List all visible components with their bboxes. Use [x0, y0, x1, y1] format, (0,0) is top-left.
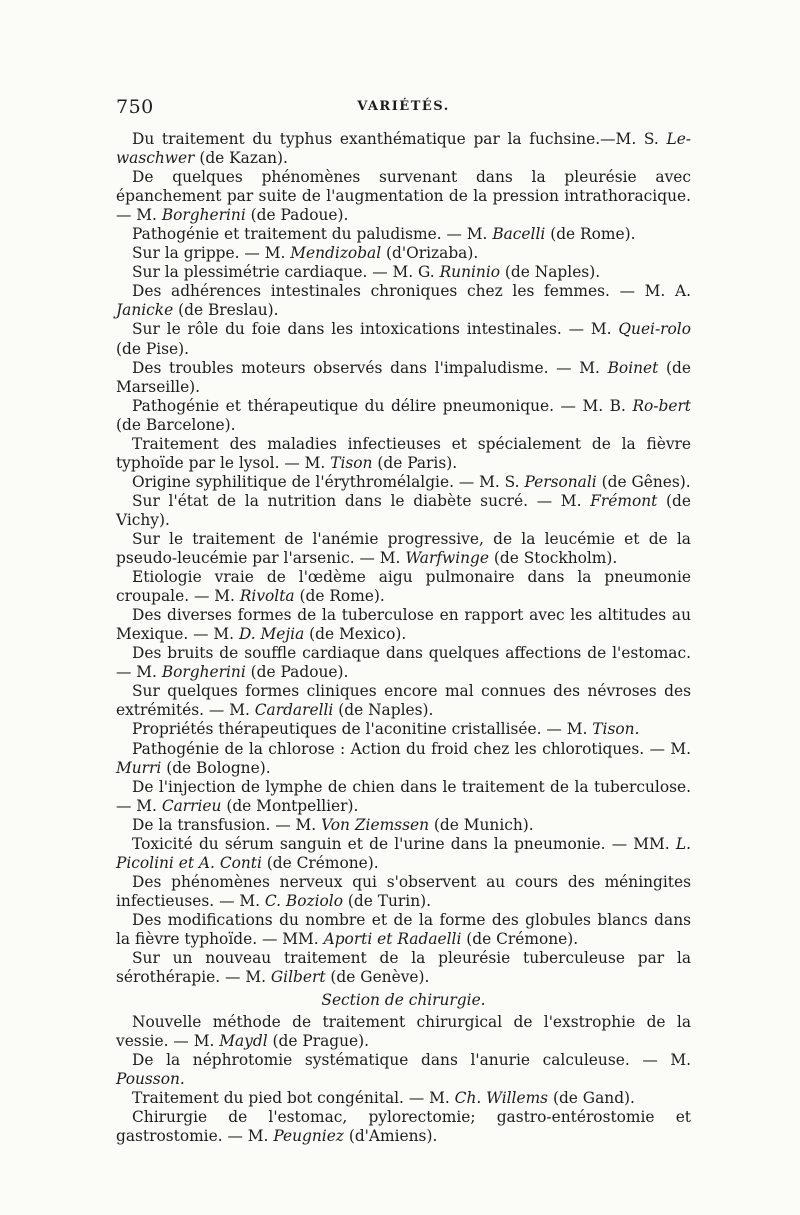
entry-text: De la néphrotomie systématique dans l'anurie calculeuse. — M.	[132, 1051, 691, 1070]
entry	[116, 168, 691, 225]
entry-tail: (de Kazan).	[194, 149, 288, 168]
author-name: Gilbert	[270, 968, 326, 987]
entry-text: Sur l'état de la nutrition dans le diabète sucré. — M.	[132, 491, 591, 510]
author-name: Cardarelli	[254, 701, 334, 720]
author-name: D. Mejia	[238, 625, 305, 644]
entry-text: Des troubles moteurs observés dans l'impaludisme. — M.	[132, 358, 608, 377]
author-name: Janicke	[116, 301, 174, 320]
entry-text: Des adhérences intestinales chroniques chez les femmes. — M. A.	[132, 282, 691, 301]
entry-text: Sur un nouveau traitement de la pleurésie tuberculeuse par la sérothérapie. — M.	[116, 949, 691, 987]
author-name: Carrieu	[161, 796, 222, 815]
entry	[116, 530, 691, 568]
entry-tail: (de Munich).	[429, 815, 534, 834]
author-name: L. Picolini et A. Conti	[116, 834, 691, 872]
page-body	[116, 130, 691, 1146]
entry-tail: (de Padoue).	[245, 206, 349, 225]
entry	[116, 682, 691, 720]
entry	[116, 397, 691, 435]
entry-tail: (de Rome).	[294, 587, 385, 606]
running-head: VARIÉTÉS.	[357, 99, 450, 114]
entry-tail: (de Mexico).	[304, 625, 407, 644]
entry-text: Pathogénie et traitement du paludisme. — M.	[132, 225, 493, 244]
entry	[116, 873, 691, 911]
entry-text: De l'injection de lymphe de chien dans le traitement de la tuberculose. — M.	[116, 777, 691, 815]
entry	[116, 1089, 691, 1108]
author-name: Le-waschwer	[116, 130, 691, 168]
author-name: Tison.	[592, 720, 640, 739]
entry-text: Chirurgie de l'estomac, pylorectomie; gastro-entérostomie et gastrostomie. — M.	[116, 1108, 691, 1146]
entry-text: Toxicité du sérum sanguin et de l'urine dans la pneumonie. — MM.	[132, 834, 676, 853]
entry	[116, 263, 691, 282]
author-name: Peugniez	[273, 1127, 344, 1146]
entry	[116, 435, 691, 473]
author-name: Personali	[524, 472, 597, 491]
entry	[116, 320, 691, 358]
author-name: Borgherini	[161, 206, 246, 225]
page-header	[116, 96, 691, 126]
entry-tail: (de Prague).	[267, 1032, 370, 1051]
entry-text: Traitement du pied bot congénital. — M.	[132, 1089, 455, 1108]
entry-tail: (de Stockholm).	[489, 549, 618, 568]
entry-tail: (de Naples).	[500, 263, 601, 282]
entry	[116, 816, 691, 835]
entry-tail: (de Crémone).	[261, 853, 379, 872]
author-name: Frémont	[590, 491, 658, 510]
author-name: Tison	[330, 453, 373, 472]
entry-text: Des phénomènes nerveux qui s'observent au cours des méningites infectieuses. — M.	[116, 872, 691, 910]
entry-tail: (de Barcelone).	[116, 415, 236, 434]
entry-text: Propriétés thérapeutiques de l'aconitine cristallisée. — M.	[132, 720, 593, 739]
author-name: Borgherini	[161, 663, 246, 682]
entry-text: Des bruits de souffle cardiaque dans quelques affections de l'estomac. — M.	[116, 644, 691, 682]
author-name: Ro-bert	[632, 396, 691, 415]
entry	[116, 244, 691, 263]
entry-text: Sur le rôle du foie dans les intoxications intestinales. — M.	[132, 320, 619, 339]
entry	[116, 644, 691, 682]
entry	[116, 492, 691, 530]
entry-tail: (de Paris).	[372, 453, 458, 472]
entry-text: Du traitement du typhus exanthématique par la fuchsine.—M. S.	[132, 130, 667, 148]
entry-tail: (de Padoue).	[245, 663, 349, 682]
entry	[116, 720, 691, 739]
entry-text: De la transfusion. — M.	[132, 815, 322, 834]
author-name: Rivolta	[239, 587, 295, 606]
author-name: Runinio	[439, 263, 501, 282]
author-name: Ch. Willems	[454, 1089, 549, 1108]
entry-tail: (de Marseille).	[116, 358, 692, 396]
entry	[116, 130, 691, 168]
entry-tail: (de Gênes).	[596, 472, 691, 491]
author-name: Von Ziemssen	[321, 815, 429, 834]
entry-text: Pathogénie et thérapeutique du délire pneumonique. — M. B.	[132, 396, 633, 415]
entry-text: Nouvelle méthode de traitement chirurgical de l'exstrophie de la vessie. — M.	[116, 1013, 691, 1051]
entry	[116, 1108, 691, 1146]
entry-tail: (de Genève).	[325, 968, 430, 987]
author-name: Maydl	[219, 1032, 268, 1051]
author-name: Mendizobal	[290, 244, 382, 263]
entry	[116, 282, 691, 320]
entry-text: Sur la grippe. — M.	[132, 244, 291, 263]
entry-tail: (d'Amiens).	[343, 1127, 438, 1146]
entry-tail: (de Bologne).	[161, 758, 271, 777]
entry	[116, 606, 691, 644]
entry-text: Sur la plessimétrie cardiaque. — M. G.	[132, 263, 440, 282]
entry-tail: (de Pise).	[116, 339, 190, 358]
entry-text: Des modifications du nombre et de la forme des globules blancs dans la fièvre typhoïde. — MM.	[116, 910, 691, 948]
author-name: Murri	[116, 758, 162, 777]
entry-text: Des diverses formes de la tuberculose en rapport avec les altitudes au Mexique. — M.	[116, 606, 691, 644]
entry-text: De quelques phénomènes survenant dans la pleurésie avec épanchement par suite de l'augmentation de la pression intrathoracique. — M.	[116, 168, 691, 225]
entry	[116, 473, 691, 492]
entry	[116, 911, 691, 949]
author-name: Boinet	[607, 358, 659, 377]
section-title: Section de chirurgie.	[321, 991, 486, 1010]
author-name: Pousson.	[116, 1070, 185, 1089]
entry-tail: (de Naples).	[333, 701, 434, 720]
entry-tail: (de Breslau).	[173, 301, 279, 320]
entry-text: Etiologie vraie de l'œdème aigu pulmonaire dans la pneumonie croupale. — M.	[116, 568, 691, 606]
entry	[116, 568, 691, 606]
entry	[116, 359, 691, 397]
entry-text: Pathogénie de la chlorose : Action du froid chez les chlorotiques. — M.	[132, 739, 691, 758]
author-name: Aporti et Radaelli	[323, 929, 462, 948]
author-name: Bacelli	[492, 225, 546, 244]
author-name: Warfwinge	[405, 549, 489, 568]
entry-tail: (de Montpellier).	[221, 796, 359, 815]
author-name: Quei-rolo	[618, 320, 691, 339]
page-number: 750	[116, 96, 154, 118]
communications-list	[116, 130, 691, 987]
entry	[116, 949, 691, 987]
entry	[116, 835, 691, 873]
entry-text: Sur quelques formes cliniques encore mal connues des névroses des extrémités. — M.	[116, 682, 691, 720]
entry	[116, 1051, 691, 1089]
entry-text: Origine syphilitique de l'érythromélalgie. — M. S.	[132, 472, 525, 491]
entry-tail: (de Rome).	[545, 225, 636, 244]
entry-tail: (de Crémone).	[461, 929, 579, 948]
author-name: C. Boziolo	[264, 891, 343, 910]
entry	[116, 1013, 691, 1051]
entry-tail: (de Gand).	[548, 1089, 635, 1108]
entry	[116, 778, 691, 816]
entry	[116, 225, 691, 244]
entry-tail: (d'Orizaba).	[381, 244, 479, 263]
surgery-communications-list	[116, 1013, 691, 1146]
entry-tail: (de Turin).	[342, 891, 431, 910]
entry-text: Sur le traitement de l'anémie progressive, de la leucémie et de la pseudo-leucémie par l'arsenic. — M.	[116, 529, 691, 568]
entry	[116, 740, 691, 778]
entry-tail: (de Vichy).	[116, 491, 692, 529]
entry-text: Traitement des maladies infectieuses et spécialement de la fièvre typhoïde par le lysol. — M.	[116, 434, 691, 472]
